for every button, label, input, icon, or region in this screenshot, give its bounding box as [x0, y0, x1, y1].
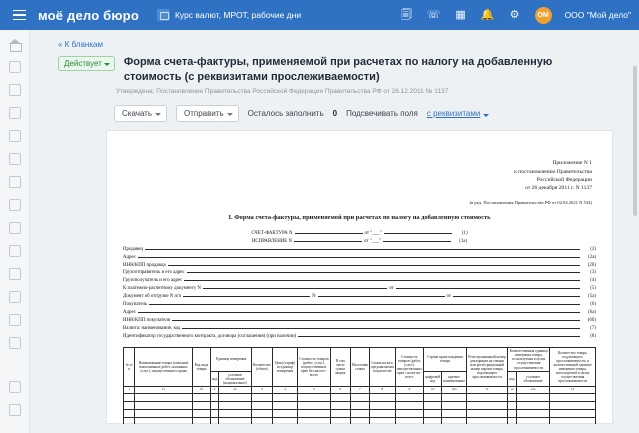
table-row[interactable] — [124, 409, 596, 417]
invoice-number-label: СЧЕТ-ФАКТУРА N — [251, 230, 293, 236]
field-row — [123, 309, 596, 317]
field-label: Продавец — [123, 246, 144, 252]
document-heading: I. Форма счета-фактуры, применяемой при расчетах по налогу на добавленную стоимость — [228, 213, 491, 221]
gear-icon[interactable]: ⚙ — [509, 8, 520, 21]
th-trace-symbol: условное обозначение — [516, 371, 550, 386]
field-tag: (5а) — [588, 294, 596, 300]
document-sheet — [106, 130, 613, 424]
th-price: Цена (тариф) за единицу измерения — [273, 348, 298, 387]
th-qty: Количество (объем) — [251, 348, 272, 387]
sidebar-item-tasks-icon[interactable] — [7, 220, 23, 236]
topnav-item-rates[interactable] — [157, 9, 301, 21]
sidebar-item-employees-icon[interactable] — [7, 243, 23, 259]
colnum: 5 — [298, 387, 330, 394]
sidebar-item-money-icon[interactable] — [7, 59, 23, 75]
info-icon[interactable] — [7, 379, 23, 395]
th-unit-code: код — [211, 371, 219, 386]
colnum: 3 — [251, 387, 272, 394]
field-row — [123, 301, 596, 309]
sidebar-item-list-icon[interactable] — [7, 312, 23, 328]
field-tag: (4) — [590, 278, 596, 284]
field-tag: (2б) — [587, 262, 596, 268]
field-label: К платежно-расчетному документу N — [123, 286, 201, 292]
field-label: Документ об отгрузке N п/п — [123, 294, 182, 300]
colnum: 7 — [350, 387, 369, 394]
field-input[interactable] — [183, 293, 310, 297]
left-to-fill-count: 0 — [332, 109, 338, 119]
field-label: Грузоотправитель и его адрес — [123, 270, 185, 276]
field-row — [123, 254, 596, 262]
table-row[interactable] — [124, 393, 596, 401]
th-unit: Единица измерения — [211, 348, 252, 372]
main-content — [30, 30, 639, 433]
highlight-label: Подсвечивать поля — [346, 109, 418, 119]
colnum: 1 — [124, 387, 135, 394]
th-trace-code: код — [508, 371, 516, 386]
field-tag: (2) — [590, 246, 596, 252]
field-input[interactable] — [203, 285, 387, 289]
sidebar-item-bank-icon[interactable] — [7, 266, 23, 282]
correction-date-label: от "___" — [364, 238, 382, 244]
table-row[interactable] — [124, 401, 596, 409]
colnum: 2а — [219, 387, 252, 394]
page-subnote: Утверждена: Постановление Правительства Российской Федерации Правительства РФ от 26.12.2011 № 1137 — [116, 87, 449, 95]
approval-line-0: Приложение N 1 — [552, 160, 592, 167]
colnum: 9 — [395, 387, 423, 394]
th-trace-unit: Количественная единица измерения товара, используемая в целях осуществления прослеживаемости — [509, 349, 548, 370]
colnum: 10а — [442, 387, 467, 394]
field-input[interactable] — [149, 301, 580, 305]
table-header-row — [124, 348, 596, 372]
calculator-icon[interactable]: ▦ — [455, 8, 466, 21]
field-mid-label: N — [312, 294, 316, 300]
colnum: 2 — [211, 387, 219, 394]
bell-icon[interactable]: 🔔 — [480, 8, 495, 21]
status-dropdown[interactable]: Действует — [58, 56, 115, 71]
correction-date-input[interactable] — [383, 238, 451, 242]
field-input[interactable] — [172, 317, 580, 321]
field-tag: (6а) — [588, 310, 596, 316]
burger-icon[interactable] — [6, 0, 32, 30]
th-unit-symbol: условное обозначение (национальное) — [219, 371, 252, 386]
field-label: Адрес — [123, 310, 136, 316]
field-input-2[interactable] — [396, 285, 580, 289]
colnum: 12а — [516, 387, 550, 394]
approval-line-3: от 26 декабря 2011 г. N 1137 — [525, 185, 592, 192]
th-reg-number: Регистрационный номер декларации на товары или регистрационный номер партии товара, подлежащего прослеживаемости — [466, 348, 507, 387]
topnav-item-label: Курс валют, МРОТ, рабочие дни — [174, 10, 302, 20]
field-label: Адрес — [123, 254, 136, 260]
field-label: Идентификатор государственного контракта, договора (соглашения) (при наличии) — [123, 334, 297, 340]
sidebar-item-chart-icon[interactable] — [7, 197, 23, 213]
field-row — [123, 269, 596, 277]
field-row — [123, 277, 596, 285]
document-toolbar — [114, 105, 613, 122]
colnum: 13 — [550, 387, 596, 394]
correction-number-tag: (1а) — [459, 238, 468, 244]
field-input[interactable] — [187, 269, 580, 273]
approval-line-1: к постановлению Правительства — [514, 168, 592, 175]
topbar-right-group — [400, 7, 639, 24]
field-label: ИНН/КПП покупателя — [123, 318, 170, 324]
field-tag: (3) — [590, 270, 596, 276]
colnum: 8 — [369, 387, 395, 394]
brand-logo[interactable]: моё дело бюро — [38, 7, 139, 23]
field-input[interactable] — [184, 277, 580, 281]
th-country-name: краткое наименование — [442, 371, 467, 386]
th-num: № п/п — [124, 348, 135, 387]
th-country: Страна происхождения товара — [424, 348, 467, 372]
approval-line-2: Российской Федерации — [536, 176, 592, 183]
sidebar-item-contacts-icon[interactable] — [7, 128, 23, 144]
th-rate: Налоговая ставка — [350, 348, 369, 387]
invoice-date-label: от "___" — [364, 230, 382, 236]
field-label: Покупатель — [123, 302, 148, 308]
invoice-number-tag: (1) — [461, 230, 468, 236]
field-row — [123, 293, 596, 301]
field-tag: (6) — [590, 302, 596, 308]
invoice-table — [123, 347, 596, 424]
field-label: ИНН/КПП продавца — [123, 262, 166, 268]
th-code: Код вида товара — [192, 348, 210, 387]
colnum: 12 — [508, 387, 516, 394]
table-column-numbers-row — [124, 387, 596, 394]
invoice-date-input[interactable] — [384, 230, 452, 234]
download-button[interactable]: Скачать — [114, 105, 167, 122]
sidebar-item-calendar-icon[interactable] — [7, 289, 23, 305]
field-input[interactable] — [145, 246, 580, 250]
approval-block — [123, 159, 592, 193]
field-input[interactable] — [182, 325, 580, 329]
colnum: 10 — [424, 387, 442, 394]
th-country-code: цифровой код — [424, 371, 442, 386]
field-mid-label-2: от — [446, 294, 452, 300]
avatar[interactable]: ОМ — [535, 7, 552, 24]
field-input[interactable] — [138, 309, 580, 313]
invoice-number-row — [123, 230, 596, 238]
field-input[interactable] — [168, 262, 580, 266]
sidebar-item-reports-icon[interactable] — [7, 151, 23, 167]
th-excise: В том числе сумма акциза — [330, 348, 350, 387]
th-sum-with-tax: Стоимость товаров (работ, услуг), имущественных прав с налогом - всего — [395, 348, 423, 387]
document-fields — [123, 230, 596, 341]
field-row — [123, 333, 596, 341]
calendar-icon — [157, 9, 170, 21]
breadcrumb[interactable]: « К бланкам — [58, 40, 103, 49]
th-trace-qty: Количество товара, подлежащего прослеживаемости, в количественной единице измерения товара, используемой в целях осуществления прослеживаемости — [550, 348, 596, 387]
th-name: Наименование товара (описание выполненных работ, оказанных услуг), имущественного права — [135, 348, 193, 387]
colnum: 1a — [135, 387, 193, 394]
field-row — [123, 285, 596, 293]
field-row — [123, 317, 596, 325]
field-tag: (5) — [590, 286, 596, 292]
field-tag: (7) — [590, 326, 596, 332]
field-tag: (2а) — [588, 254, 596, 260]
documents-icon[interactable]: 🗐 — [401, 8, 413, 21]
page-title: Форма счета-фактуры, применяемой при расчетах по налогу на добавленную стоимость (с реквизитами прослеживаемости) — [123, 56, 553, 83]
correction-number-label: ИСПРАВЛЕНИЕ N — [251, 238, 293, 244]
field-input-3[interactable] — [453, 293, 580, 297]
company-name[interactable]: ООО "Мой дело" — [564, 10, 631, 20]
vertical-scrollbar[interactable] — [633, 66, 637, 433]
invoice-number-input[interactable] — [295, 230, 363, 234]
field-label: Грузополучатель и его адрес — [123, 278, 183, 284]
colnum: 11 — [466, 387, 507, 394]
field-input[interactable] — [138, 254, 580, 258]
revision-note: (в ред. Постановления Правительства РФ от 02.04.2021 N 534) — [469, 199, 592, 205]
field-label: Валюта: наименование, код — [123, 326, 181, 332]
field-input[interactable] — [298, 333, 580, 337]
support-phone-icon[interactable]: ☏ — [426, 8, 441, 21]
field-mid-label: от — [389, 286, 394, 292]
sidebar-item-documents-icon[interactable] — [7, 82, 23, 98]
sidebar-rail — [0, 30, 30, 433]
colnum: 1б — [192, 387, 210, 394]
correction-number-input[interactable] — [294, 238, 362, 242]
field-tag: (8) — [590, 334, 596, 340]
sidebar-item-home-icon[interactable] — [7, 36, 23, 52]
th-sum-no-tax: Стоимость товаров (работ, услуг), имущественных прав без налога - всего — [298, 348, 330, 387]
colnum: 6 — [330, 387, 350, 394]
sidebar-item-archive-icon[interactable] — [7, 335, 23, 351]
field-row — [123, 262, 596, 270]
help-icon[interactable] — [7, 402, 23, 418]
top-bar — [0, 0, 639, 30]
sidebar-item-search-icon[interactable] — [7, 174, 23, 190]
highlight-select[interactable]: с реквизитами — [427, 109, 489, 118]
field-row — [123, 325, 596, 333]
field-tag: (6б) — [587, 318, 596, 324]
th-tax-sum: Сумма налога, предъявляемая покупателю — [369, 348, 395, 387]
sidebar-item-folder-icon[interactable] — [7, 105, 23, 121]
correction-number-row — [123, 238, 596, 246]
table-body — [124, 393, 596, 424]
scrollbar-thumb[interactable] — [633, 66, 637, 216]
title-row — [58, 55, 613, 85]
colnum: 4 — [273, 387, 298, 394]
document-viewport[interactable] — [106, 130, 613, 424]
left-to-fill-label: Осталось заполнить — [247, 109, 324, 119]
field-input-2[interactable] — [318, 293, 445, 297]
send-button[interactable]: Отправить — [176, 105, 239, 122]
table-row[interactable] — [124, 417, 596, 424]
field-row — [123, 246, 596, 254]
